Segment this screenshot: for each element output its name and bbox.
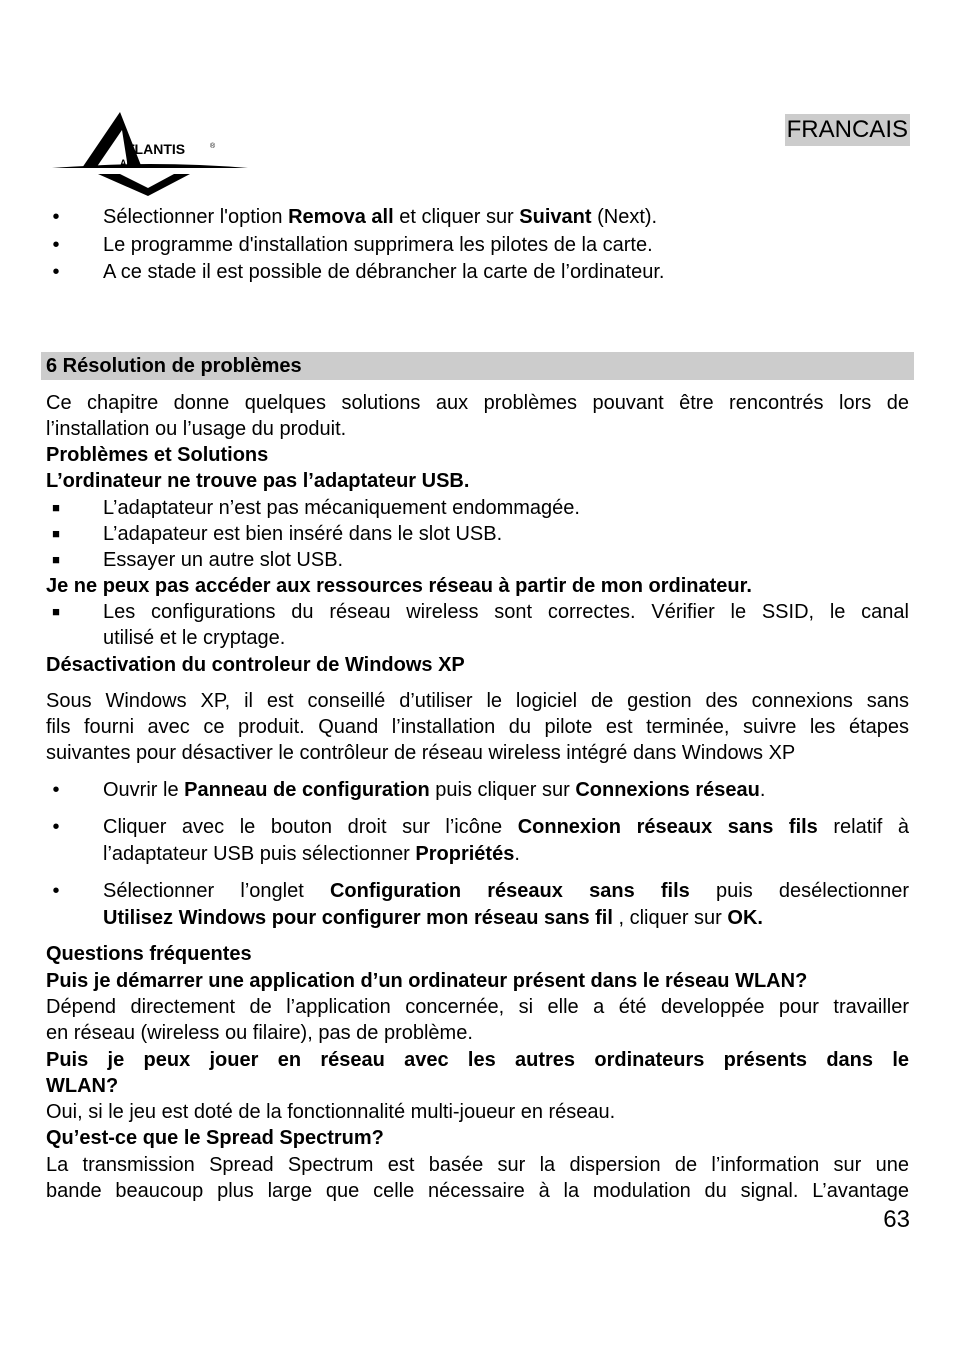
faq-question-1: Puis je démarrer une application d’un ordinateur présent dans le réseau WLAN? xyxy=(46,970,808,992)
usb-item-3: Essayer un autre slot USB. xyxy=(103,549,344,571)
network-item-line-1: Les configurations du réseau wireless sont correctes. Vérifier le SSID, le canal xyxy=(103,601,909,623)
faq-question-2-line-1: Puis je peux jouer en réseau avec les autres ordinateurs présents dans le xyxy=(46,1049,909,1071)
intro-line-1: Ce chapitre donne quelques solutions aux problèmes pouvant être rencontrés lors de xyxy=(46,392,909,414)
question-usb: L’ordinateur ne trouve pas l’adaptateur USB. xyxy=(46,470,470,492)
bullet-dot: • xyxy=(52,816,60,838)
faq-answer-3-line-1: La transmission Spread Spectrum est basée sur la dispersion de l’information sur une xyxy=(46,1154,909,1176)
xp-step-1: Ouvrir le Panneau de configuration puis cliquer sur Connexions réseau. xyxy=(103,779,766,801)
top-bullet-2: Le programme d'installation supprimera les pilotes de la carte. xyxy=(103,234,653,256)
top-bullet-1: Sélectionner l'option Remova all et cliquer sur Suivant (Next). xyxy=(103,206,658,228)
section-heading: 6 Résolution de problèmes xyxy=(41,352,914,380)
problems-heading: Problèmes et Solutions xyxy=(46,444,269,466)
atlantis-logo xyxy=(50,108,250,198)
square-bullet: ■ xyxy=(52,526,60,541)
xp-para-line-2: fils fourni avec ce produit. Quand l’installation du pilote est terminée, suivre les étapes xyxy=(46,716,909,738)
square-bullet: ■ xyxy=(52,500,60,515)
square-bullet: ■ xyxy=(52,604,60,619)
question-network: Je ne peux pas accéder aux ressources réseau à partir de mon ordinateur. xyxy=(46,575,752,597)
atlantis-logo-mark xyxy=(50,108,250,198)
intro-line-2: l’installation ou l’usage du produit. xyxy=(46,418,347,440)
bullet-dot: • xyxy=(52,880,60,902)
xp-para-line-3: suivantes pour désactiver le contrôleur de réseau wireless intégré dans Windows XP xyxy=(46,742,796,764)
xp-heading: Désactivation du controleur de Windows XP xyxy=(46,654,465,676)
xp-step-3-line-2: Utilisez Windows pour configurer mon réseau sans fil , cliquer sur OK. xyxy=(103,907,763,929)
usb-item-2: L’adapateur est bien inséré dans le slot USB. xyxy=(103,523,503,545)
square-bullet: ■ xyxy=(52,552,60,567)
xp-step-2-line-1: Cliquer avec le bouton droit sur l’icône Connexion réseaux sans fils relatif à xyxy=(103,816,909,838)
top-bullet-3: A ce stade il est possible de débrancher la carte de l’ordinateur. xyxy=(103,261,665,283)
faq-question-3: Qu’est-ce que le Spread Spectrum? xyxy=(46,1127,384,1149)
logo-text: TLANTIS xyxy=(126,141,186,157)
xp-step-2-line-2: l’adaptateur USB puis sélectionner Propriétés. xyxy=(103,843,520,865)
language-label: FRANCAIS xyxy=(785,114,910,146)
xp-step-3-line-1: Sélectionner l’onglet Configuration réseaux sans fils puis desélectionner xyxy=(103,880,909,902)
faq-heading: Questions fréquentes xyxy=(46,943,252,965)
faq-answer-1-line-1: Dépend directement de l’application concernée, si elle a été developpée pour travailler xyxy=(46,996,909,1018)
usb-item-1: L’adaptateur n’est pas mécaniquement endommagée. xyxy=(103,497,580,519)
bullet-dot: • xyxy=(52,206,60,228)
xp-para-line-1: Sous Windows XP, il est conseillé d’utiliser le logiciel de gestion des connexions sans xyxy=(46,690,909,712)
bullet-dot: • xyxy=(52,261,60,283)
logo-subtext: AND xyxy=(120,158,140,168)
page-number: 63 xyxy=(883,1206,910,1233)
network-item-line-2: utilisé et le cryptage. xyxy=(103,627,286,649)
faq-answer-2: Oui, si le jeu est doté de la fonctionnalité multi-joueur en réseau. xyxy=(46,1101,616,1123)
bullet-dot: • xyxy=(52,779,60,801)
faq-answer-1-line-2: en réseau (wireless ou filaire), pas de problème. xyxy=(46,1022,473,1044)
svg-text:®: ® xyxy=(210,143,216,150)
faq-answer-3-line-2: bande beaucoup plus large que celle nécessaire à la modulation du signal. L’avantage xyxy=(46,1180,909,1202)
bullet-dot: • xyxy=(52,234,60,256)
faq-question-2-line-2: WLAN? xyxy=(46,1075,119,1097)
